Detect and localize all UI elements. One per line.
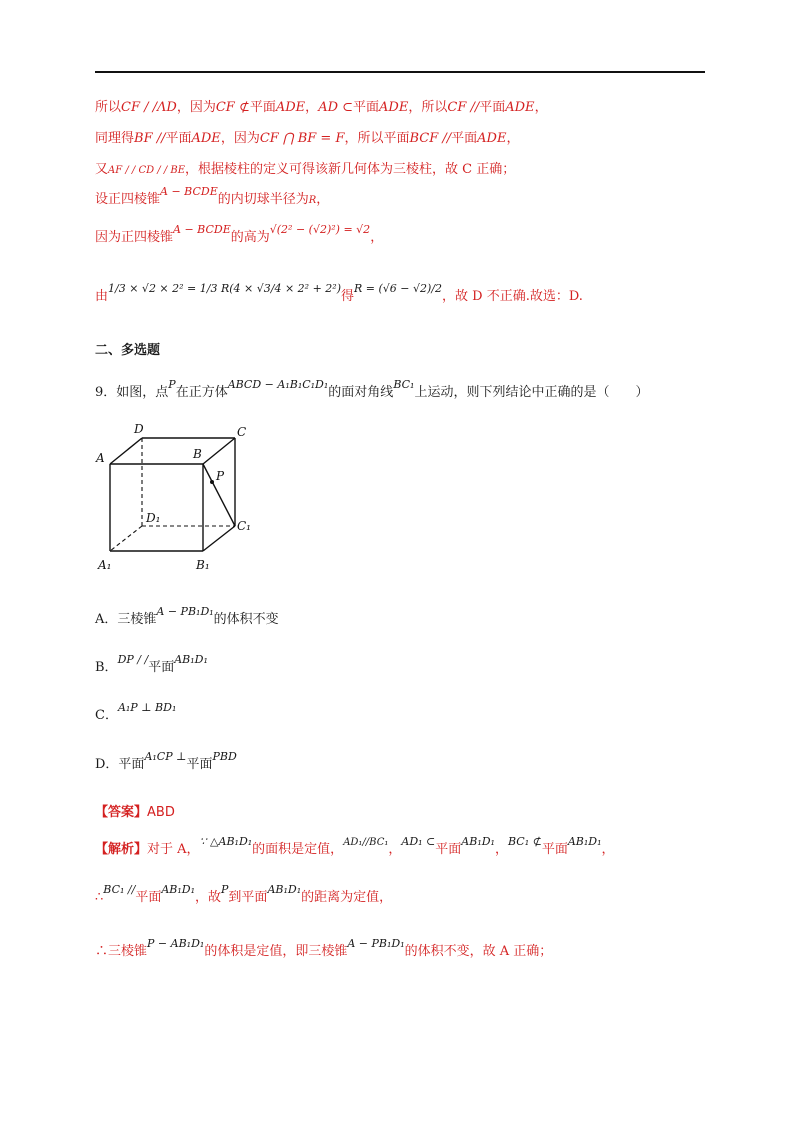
therefore-symbol: ∴ [95, 890, 104, 905]
answer-value: ABD [147, 805, 175, 820]
option-label: B． [95, 660, 118, 675]
question-stem [95, 378, 649, 400]
section-heading: 二、多选题 [95, 343, 161, 358]
text: ，所以平面 [344, 131, 410, 146]
math: P [168, 378, 176, 391]
text: 因为正四棱锥 [95, 230, 174, 245]
math: ABCD − A₁B₁C₁D₁ [227, 378, 329, 391]
text: 平面 [135, 890, 162, 905]
text: 设正四棱锥 [95, 192, 161, 207]
text: 9．如图，点 [95, 385, 169, 400]
math: ADE [505, 100, 535, 115]
text: 平面 [165, 131, 192, 146]
text: 平面 [541, 842, 568, 857]
math: √(2² − (√2)²) = √2 [269, 223, 371, 236]
math: BC₁ ⊄ [507, 835, 542, 848]
math: CF ⊄ [215, 100, 250, 115]
text: 得 [341, 289, 355, 304]
math: AB₁D₁ [461, 835, 495, 848]
math: ADE [379, 100, 409, 115]
math: BC₁ [393, 378, 415, 391]
text: 的体积不变 [213, 612, 279, 627]
text: 的高为 [230, 230, 270, 245]
text: ， [534, 100, 548, 115]
math: ADE [191, 131, 221, 146]
option-d [95, 750, 237, 772]
text: 的面积是定值， [252, 842, 344, 857]
math: P [221, 883, 229, 896]
math: AB₁D₁ [174, 653, 208, 666]
hidden-edge-D1A1 [110, 526, 142, 551]
text: ，故 D 不正确.故选：D. [442, 289, 583, 304]
text: ，根据棱柱的定义可得该新几何体为三棱柱，故 C 正确； [185, 162, 516, 177]
math: AD ⊂ [318, 100, 354, 115]
text: ，所以 [408, 100, 448, 115]
text: ，故 [195, 890, 222, 905]
option-label: C． [95, 708, 118, 723]
math: BF // [134, 131, 166, 146]
label-P: P [216, 469, 225, 483]
cube-figure [90, 420, 260, 580]
math: PBD [212, 750, 237, 763]
math: 1/3 × √2 × 2² = 1/3 R(4 × √3/4 × 2² + 2²) [108, 282, 341, 295]
text: 平面 [249, 100, 276, 115]
text: 到平面 [228, 890, 268, 905]
text: 所以 [95, 100, 122, 115]
solution-line-4 [95, 185, 330, 207]
text: ， [388, 842, 402, 857]
solution-line-2 [95, 127, 520, 146]
text: ， [506, 131, 520, 146]
solution-line-3 [95, 158, 515, 177]
math: R = (√6 − √2)/2 [354, 282, 443, 295]
text: 同理得 [95, 131, 135, 146]
analysis-line-2 [95, 883, 393, 905]
text: ， [316, 192, 330, 207]
text: 由 [95, 289, 109, 304]
text: 对于 A， [147, 842, 200, 857]
text: 平面 [451, 131, 478, 146]
text: 上运动，则下列结论中正确的是（ ） [414, 385, 649, 400]
label-D: D [134, 422, 144, 436]
option-b [95, 653, 208, 675]
text: ， [601, 842, 615, 857]
text: ，因为 [220, 131, 260, 146]
math: AB₁D₁ [161, 883, 195, 896]
math: CF / /ΛD [121, 100, 177, 115]
edge-CB [203, 438, 235, 464]
header-rule [95, 71, 705, 73]
math: A₁P ⊥ BD₁ [117, 701, 177, 714]
answer-label: 【答案】 [95, 805, 148, 820]
text: 的体积不变，故 A 正确； [404, 944, 553, 959]
math: A₁CP ⊥ [144, 750, 187, 763]
text: 又 [95, 162, 109, 177]
math: R [308, 195, 317, 206]
edge-C1B1 [203, 526, 235, 551]
text: 在正方体 [175, 385, 228, 400]
math: A − PB₁D₁ [347, 937, 405, 950]
text: 平面 [148, 660, 175, 675]
label-C: C [237, 425, 247, 439]
option-a [95, 605, 279, 627]
label-C1: C₁ [237, 519, 251, 533]
math: BCF // [409, 131, 452, 146]
math: P − AB₁D₁ [147, 937, 205, 950]
therefore-symbol: ∴ [95, 944, 109, 959]
math: ADE [477, 131, 507, 146]
math: A − BCDE [173, 223, 231, 236]
solution-line-1 [95, 96, 548, 115]
math: A − PB₁D₁ [156, 605, 214, 618]
label-A1: A₁ [98, 558, 112, 572]
answer-line [95, 801, 175, 820]
option-label: A．三棱锥 [95, 612, 157, 627]
analysis-line-1 [95, 835, 615, 857]
text: 平面 [353, 100, 380, 115]
point-P [210, 480, 214, 484]
text: 的体积是定值，即三棱锥 [204, 944, 348, 959]
option-label: D．平面 [95, 757, 145, 772]
analysis-label: 【解析】 [95, 842, 148, 857]
math: AB₁D₁ [267, 883, 302, 896]
math: DP / / [117, 653, 149, 666]
label-D1: D₁ [146, 511, 161, 525]
text: 平面 [186, 757, 213, 772]
math: CF ⋂ BF = F [259, 131, 345, 146]
math: AB₁D₁ [567, 835, 602, 848]
text: ， [494, 842, 508, 857]
option-c [95, 701, 177, 723]
math: CF // [447, 100, 480, 115]
text: 平面 [479, 100, 506, 115]
math: AD₁ ⊂ [401, 835, 436, 848]
text: ， [305, 100, 319, 115]
math: ∵ △AB₁D₁ [199, 835, 253, 848]
text: 三棱锥 [108, 944, 148, 959]
math: A − BCDE [160, 185, 218, 198]
solution-line-5 [95, 223, 384, 245]
text: 平面 [435, 842, 462, 857]
solution-line-6 [95, 282, 583, 304]
math: ADE [275, 100, 306, 115]
label-A: A [96, 451, 105, 465]
text: ，因为 [176, 100, 216, 115]
text: ， [370, 230, 384, 245]
text: 的距离为定值， [301, 890, 393, 905]
math: BC₁ // [103, 883, 136, 896]
text: 的面对角线 [328, 385, 394, 400]
label-B: B [193, 447, 202, 461]
math: AF / / CD / / BE [108, 165, 186, 176]
edge-AD [110, 438, 142, 464]
math: AD₁//BC₁ [343, 837, 389, 848]
label-B1: B₁ [196, 558, 210, 572]
text: 的内切球半径为 [217, 192, 309, 207]
analysis-line-3 [95, 937, 553, 959]
